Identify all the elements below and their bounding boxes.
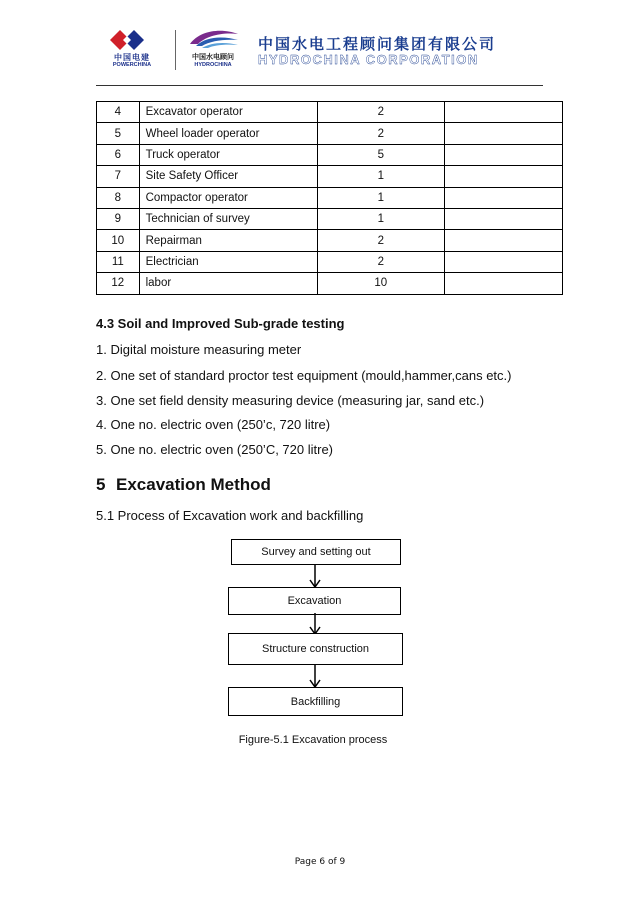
flow-arrow-icon (309, 664, 321, 688)
table-row (97, 273, 563, 294)
section-5-number: 5 (96, 475, 106, 494)
remark-cell (444, 251, 562, 272)
section-5-title: Excavation Method (116, 475, 271, 494)
hydrochina-logo (182, 28, 244, 72)
flow-step-excavation: Excavation (228, 587, 401, 615)
powerchina-emblem-icon (100, 28, 164, 52)
quantity-cell: 2 (318, 102, 444, 123)
row-number-cell: 4 (97, 102, 140, 123)
table-row (97, 144, 563, 165)
quantity-cell: 2 (318, 230, 444, 251)
figure-caption-text: Figure-5.1 Excavation process (238, 734, 388, 746)
table-row (97, 187, 563, 208)
quantity-cell: 5 (318, 144, 444, 165)
logo2-chinese-text: 中国水电顾问 (192, 54, 234, 61)
table-row (97, 102, 563, 123)
figure-caption (0, 734, 638, 746)
position-cell: Compactor operator (139, 187, 317, 208)
section-5-1-subheading: 5.1 Process of Excavation work and backfilling (96, 508, 364, 523)
powerchina-logo (100, 28, 164, 72)
company-name-english: HYDROCHINA CORPORATION (258, 52, 479, 67)
quantity-cell: 10 (318, 273, 444, 294)
page-footer (0, 857, 638, 867)
table-row (97, 251, 563, 272)
position-cell: labor (139, 273, 317, 294)
remark-cell (444, 166, 562, 187)
staff-table (96, 101, 563, 295)
row-number-cell: 5 (97, 123, 140, 144)
remark-cell (444, 208, 562, 229)
flow-step-survey: Survey and setting out (231, 539, 401, 565)
header-logos (100, 28, 540, 74)
remark-cell (444, 230, 562, 251)
remark-cell (444, 187, 562, 208)
position-cell: Technician of survey (139, 208, 317, 229)
flow-step-backfilling: Backfilling (228, 687, 403, 716)
table-row (97, 166, 563, 187)
remark-cell (444, 123, 562, 144)
quantity-cell: 1 (318, 166, 444, 187)
header-rule (96, 85, 543, 86)
table-row (97, 123, 563, 144)
table-row (97, 230, 563, 251)
position-cell: Wheel loader operator (139, 123, 317, 144)
remark-cell (444, 102, 562, 123)
row-number-cell: 8 (97, 187, 140, 208)
list-item: 1. Digital moisture measuring meter (96, 342, 302, 357)
section-5-heading (96, 475, 271, 495)
table-row (97, 208, 563, 229)
position-cell: Electrician (139, 251, 317, 272)
flow-step-structure: Structure construction (228, 633, 403, 665)
logo1-chinese-text: 中国电建 (114, 53, 150, 62)
row-number-cell: 11 (97, 251, 140, 272)
list-item: 2. One set of standard proctor test equipment (mould,hammer,cans etc.) (96, 368, 512, 383)
position-cell: Repairman (139, 230, 317, 251)
company-name (258, 36, 540, 70)
quantity-cell: 1 (318, 187, 444, 208)
list-item: 5. One no. electric oven (250’C, 720 litre) (96, 442, 334, 457)
position-cell: Truck operator (139, 144, 317, 165)
quantity-cell: 2 (318, 123, 444, 144)
page-number: Page 6 of 9 (294, 857, 346, 867)
company-name-chinese: 中国水电工程顾问集团有限公司 (258, 36, 497, 53)
logo1-english-text: POWERCHINA (112, 62, 152, 68)
hydrochina-wave-icon (182, 28, 244, 52)
row-number-cell: 7 (97, 166, 140, 187)
position-cell: Excavator operator (139, 102, 317, 123)
row-number-cell: 10 (97, 230, 140, 251)
logo2-english-text: HYDROCHINA (194, 62, 232, 68)
row-number-cell: 12 (97, 273, 140, 294)
remark-cell (444, 144, 562, 165)
position-cell: Site Safety Officer (139, 166, 317, 187)
row-number-cell: 9 (97, 208, 140, 229)
list-item: 4. One no. electric oven (250’c, 720 litre) (96, 417, 331, 432)
remark-cell (444, 273, 562, 294)
row-number-cell: 6 (97, 144, 140, 165)
logo-divider (175, 30, 176, 70)
flow-arrow-icon (309, 564, 321, 588)
quantity-cell: 2 (318, 251, 444, 272)
section-4-3-heading: 4.3 Soil and Improved Sub-grade testing (96, 316, 345, 331)
quantity-cell: 1 (318, 208, 444, 229)
list-item: 3. One set field density measuring device (measuring jar, sand etc.) (96, 393, 485, 408)
